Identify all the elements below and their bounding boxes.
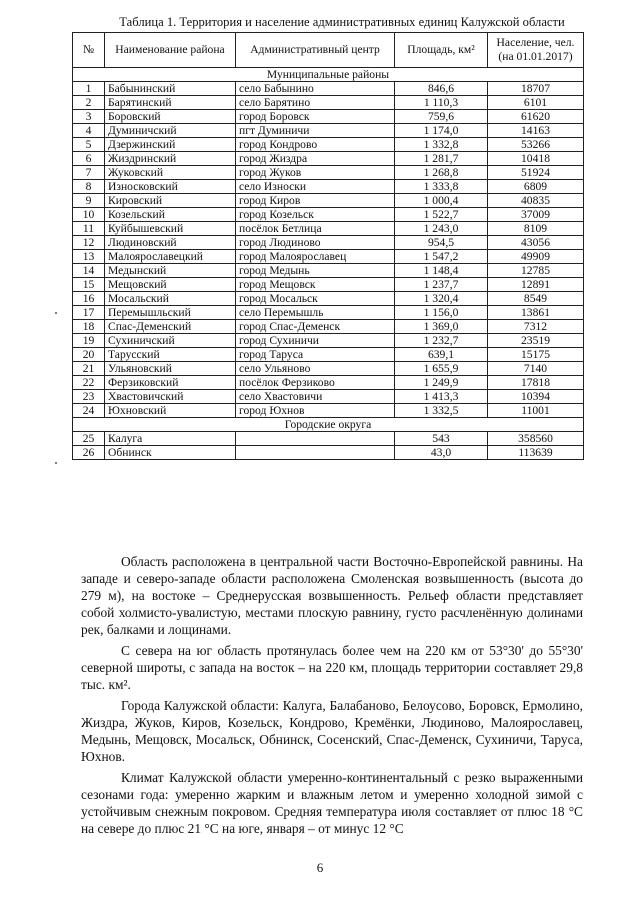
area-value: 1 243,0 — [395, 222, 488, 236]
row-number: 13 — [73, 250, 105, 264]
row-number: 7 — [73, 166, 105, 180]
area-value: 1 522,7 — [395, 208, 488, 222]
table-row — [73, 334, 584, 348]
admin-center — [236, 432, 395, 446]
district-name: Думиничский — [105, 124, 236, 138]
row-number: 18 — [73, 320, 105, 334]
district-name: Хвастовичский — [105, 390, 236, 404]
row-number: 4 — [73, 124, 105, 138]
district-name: Мещовский — [105, 278, 236, 292]
col-header-population-line2: (на 01.01.2017) — [498, 50, 573, 63]
table-row — [73, 208, 584, 222]
district-name: Калуга — [105, 432, 236, 446]
district-name: Юхновский — [105, 404, 236, 418]
scan-dot — [55, 312, 57, 314]
area-value: 1 000,4 — [395, 194, 488, 208]
row-number: 25 — [73, 432, 105, 446]
row-number: 16 — [73, 292, 105, 306]
paragraph: Климат Калужской области умеренно-континентальный с резко выраженными сезонами года: умеренно жарким и влажным летом и умеренно холодной зимой с устойчивым снежным покровом. Средняя температура июля составляет от плюс 18 °С на севере до плюс 21 °С на юге, января – от минус 12 °С — [81, 770, 583, 836]
row-number: 20 — [73, 348, 105, 362]
population-value: 113639 — [488, 446, 584, 460]
area-value: 1 333,8 — [395, 180, 488, 194]
area-value: 543 — [395, 432, 488, 446]
col-header-population-line1: Население, чел. — [496, 36, 575, 49]
population-value: 12785 — [488, 264, 584, 278]
row-number: 11 — [73, 222, 105, 236]
paragraph: Города Калужской области: Калуга, Балабаново, Белоусово, Боровск, Ермолино, Жиздра, Жуков, Киров, Козельск, Кондрово, Кремёнки, Людиново, Малоярославец, Медынь, Мещовск, Мосальск, Обнинск, Сосенский, Спас-Деменск, Сухиничи, Таруса, Юхнов. — [81, 698, 583, 764]
table-row — [73, 82, 584, 96]
admin-center: город Козельск — [236, 208, 395, 222]
row-number: 12 — [73, 236, 105, 250]
admin-center: село Барятино — [236, 96, 395, 110]
population-value: 17818 — [488, 376, 584, 390]
population-value: 37009 — [488, 208, 584, 222]
area-value: 759,6 — [395, 110, 488, 124]
area-value: 1 249,9 — [395, 376, 488, 390]
admin-center: посёлок Ферзиково — [236, 376, 395, 390]
population-value: 49909 — [488, 250, 584, 264]
paragraph: С севера на юг область протянулась более чем на 220 км от 53°30' до 55°30' северной широты, с запада на восток – на 220 км, площадь территории составляет 29,8 тыс. км². — [81, 643, 583, 692]
district-name: Дзержинский — [105, 138, 236, 152]
area-value: 1 369,0 — [395, 320, 488, 334]
district-name: Медынский — [105, 264, 236, 278]
area-value: 1 156,0 — [395, 306, 488, 320]
table-row — [73, 194, 584, 208]
admin-center: село Бабынино — [236, 82, 395, 96]
area-value: 954,5 — [395, 236, 488, 250]
page-number: 6 — [316, 860, 324, 875]
admin-center: село Хвастовичи — [236, 390, 395, 404]
population-value: 61620 — [488, 110, 584, 124]
district-name: Тарусский — [105, 348, 236, 362]
area-value: 43,0 — [395, 446, 488, 460]
district-name: Ульяновский — [105, 362, 236, 376]
row-number: 1 — [73, 82, 105, 96]
row-number: 26 — [73, 446, 105, 460]
admin-center: город Медынь — [236, 264, 395, 278]
admin-center: село Перемышль — [236, 306, 395, 320]
table-row — [73, 250, 584, 264]
area-value: 639,1 — [395, 348, 488, 362]
population-value: 18707 — [488, 82, 584, 96]
district-name: Барятинский — [105, 96, 236, 110]
admin-center: село Износки — [236, 180, 395, 194]
admin-center: город Жиздра — [236, 152, 395, 166]
district-name: Боровский — [105, 110, 236, 124]
table-row — [73, 446, 584, 460]
area-value: 1 413,3 — [395, 390, 488, 404]
area-value: 1 320,4 — [395, 292, 488, 306]
area-value: 846,6 — [395, 82, 488, 96]
population-value: 40835 — [488, 194, 584, 208]
col-header-num: № — [73, 33, 105, 68]
row-number: 21 — [73, 362, 105, 376]
table-row — [73, 180, 584, 194]
district-name: Мосальский — [105, 292, 236, 306]
row-number: 19 — [73, 334, 105, 348]
row-number: 8 — [73, 180, 105, 194]
row-number: 23 — [73, 390, 105, 404]
district-name: Ферзиковский — [105, 376, 236, 390]
table-row — [73, 166, 584, 180]
table-row — [73, 96, 584, 110]
table-row — [73, 306, 584, 320]
table-row — [73, 348, 584, 362]
paragraph: Область расположена в центральной части Восточно-Европейской равнины. На западе и северо-западе области расположена Смоленская возвышенность (высота до 279 м), на востоке – Среднерусская возвышенность. Рельеф области представляет собой холмисто-увалистую, местами плоскую равнину, густо расчленённую долинами рек, балками и лощинами. — [81, 554, 583, 637]
table-row — [73, 138, 584, 152]
population-value: 11001 — [488, 404, 584, 418]
table-header-row — [73, 33, 584, 68]
area-value: 1 110,3 — [395, 96, 488, 110]
population-value: 53266 — [488, 138, 584, 152]
row-number: 14 — [73, 264, 105, 278]
area-value: 1 237,7 — [395, 278, 488, 292]
district-name: Малоярославецкий — [105, 250, 236, 264]
col-header-population — [488, 33, 584, 68]
admin-center: город Юхнов — [236, 404, 395, 418]
area-value: 1 232,7 — [395, 334, 488, 348]
population-value: 7140 — [488, 362, 584, 376]
section-row-districts — [73, 68, 584, 82]
section-row-urban — [73, 418, 584, 432]
col-header-area: Площадь, км² — [395, 33, 488, 68]
population-value: 6809 — [488, 180, 584, 194]
admin-center: город Таруса — [236, 348, 395, 362]
population-table — [72, 32, 584, 460]
population-value: 358560 — [488, 432, 584, 446]
admin-center: город Боровск — [236, 110, 395, 124]
admin-center: город Мосальск — [236, 292, 395, 306]
district-name: Износковский — [105, 180, 236, 194]
district-name: Кировский — [105, 194, 236, 208]
district-name: Сухиничский — [105, 334, 236, 348]
row-number: 5 — [73, 138, 105, 152]
admin-center: город Людиново — [236, 236, 395, 250]
body-text — [81, 553, 583, 841]
area-value: 1 148,4 — [395, 264, 488, 278]
table-row — [73, 320, 584, 334]
district-name: Куйбышевский — [105, 222, 236, 236]
row-number: 22 — [73, 376, 105, 390]
district-name: Людиновский — [105, 236, 236, 250]
table-row — [73, 152, 584, 166]
admin-center: город Жуков — [236, 166, 395, 180]
population-value: 12891 — [488, 278, 584, 292]
row-number: 2 — [73, 96, 105, 110]
area-value: 1 174,0 — [395, 124, 488, 138]
population-value: 15175 — [488, 348, 584, 362]
row-number: 10 — [73, 208, 105, 222]
admin-center: город Кондрово — [236, 138, 395, 152]
col-header-center: Административный центр — [236, 33, 395, 68]
table-row — [73, 390, 584, 404]
section-label: Городские округа — [73, 418, 584, 432]
area-value: 1 332,8 — [395, 138, 488, 152]
row-number: 17 — [73, 306, 105, 320]
table-row — [73, 432, 584, 446]
scan-dot — [55, 462, 57, 464]
district-name: Жуковский — [105, 166, 236, 180]
population-value: 6101 — [488, 96, 584, 110]
table-row — [73, 292, 584, 306]
table-row — [73, 362, 584, 376]
population-value: 43056 — [488, 236, 584, 250]
table-row — [73, 376, 584, 390]
table-row — [73, 236, 584, 250]
population-value: 10418 — [488, 152, 584, 166]
population-value: 10394 — [488, 390, 584, 404]
area-value: 1 655,9 — [395, 362, 488, 376]
population-value: 7312 — [488, 320, 584, 334]
table-row — [73, 404, 584, 418]
district-name: Жиздринский — [105, 152, 236, 166]
admin-center: город Сухиничи — [236, 334, 395, 348]
table-row — [73, 110, 584, 124]
area-value: 1 547,2 — [395, 250, 488, 264]
admin-center — [236, 446, 395, 460]
district-name: Перемышльский — [105, 306, 236, 320]
col-header-name: Наименование района — [105, 33, 236, 68]
district-name: Бабынинский — [105, 82, 236, 96]
table-row — [73, 222, 584, 236]
admin-center: город Спас-Деменск — [236, 320, 395, 334]
table-body — [73, 68, 584, 460]
table-row — [73, 278, 584, 292]
section-label: Муниципальные районы — [73, 68, 584, 82]
district-name: Обнинск — [105, 446, 236, 460]
population-value: 51924 — [488, 166, 584, 180]
population-value: 8549 — [488, 292, 584, 306]
district-name: Спас-Деменский — [105, 320, 236, 334]
population-value: 13861 — [488, 306, 584, 320]
population-value: 23519 — [488, 334, 584, 348]
area-value: 1 281,7 — [395, 152, 488, 166]
row-number: 6 — [73, 152, 105, 166]
admin-center: город Малоярославец — [236, 250, 395, 264]
population-value: 8109 — [488, 222, 584, 236]
row-number: 9 — [73, 194, 105, 208]
table-caption: Таблица 1. Территория и население административных единиц Калужской области — [119, 15, 565, 29]
row-number: 24 — [73, 404, 105, 418]
area-value: 1 332,5 — [395, 404, 488, 418]
population-value: 14163 — [488, 124, 584, 138]
row-number: 15 — [73, 278, 105, 292]
district-name: Козельский — [105, 208, 236, 222]
admin-center: пгт Думиничи — [236, 124, 395, 138]
table-row — [73, 264, 584, 278]
row-number: 3 — [73, 110, 105, 124]
admin-center: город Киров — [236, 194, 395, 208]
area-value: 1 268,8 — [395, 166, 488, 180]
table-row — [73, 124, 584, 138]
admin-center: село Ульяново — [236, 362, 395, 376]
admin-center: посёлок Бетлица — [236, 222, 395, 236]
admin-center: город Мещовск — [236, 278, 395, 292]
